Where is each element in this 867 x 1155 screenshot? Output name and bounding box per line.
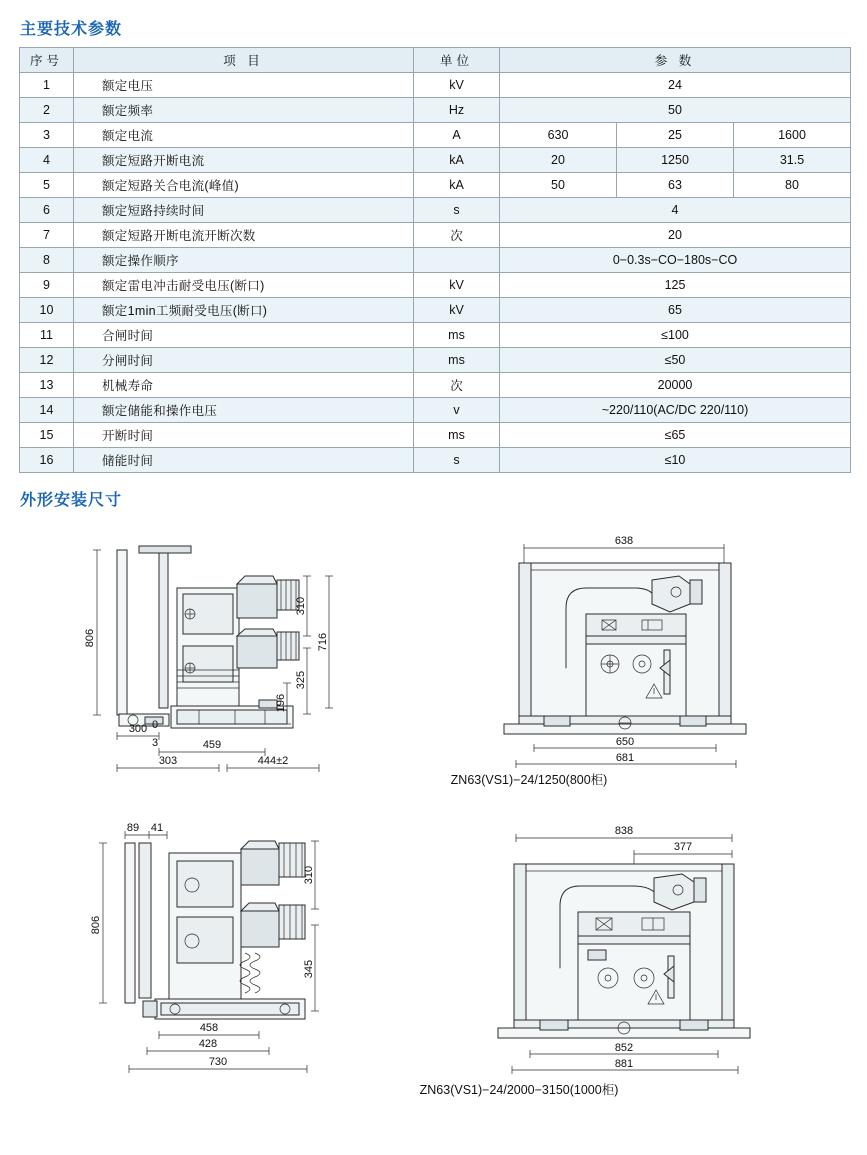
cell-no: 7 — [20, 223, 74, 248]
cell-item: 额定1min工频耐受电压(断口) — [74, 298, 414, 323]
cell-value: 65 — [500, 298, 851, 323]
cell-value: 4 — [500, 198, 851, 223]
dim-681: 681 — [615, 752, 635, 764]
cell-value: 630 — [500, 123, 617, 148]
th-unit: 单位 — [414, 48, 500, 73]
cell-item: 机械寿命 — [74, 373, 414, 398]
cell-item: 额定电压 — [74, 73, 414, 98]
table-row — [20, 373, 851, 398]
cell-value: ~220/110(AC/DC 220/110) — [500, 398, 851, 423]
dim-310-2: 310 — [303, 865, 315, 885]
dim-196: 196 — [275, 693, 287, 713]
cell-item: 分闸时间 — [74, 348, 414, 373]
cell-item: 储能时间 — [74, 448, 414, 473]
cell-unit: ms — [414, 323, 500, 348]
table-row — [20, 323, 851, 348]
table-row — [20, 148, 851, 173]
cell-unit: 次 — [414, 373, 500, 398]
figure-caption-1250: ZN63(VS1)−24/1250(800柜) — [450, 773, 608, 787]
cell-value: 24 — [500, 73, 851, 98]
figure-side-view-3150 — [59, 813, 389, 1093]
figure-front-view-3150 — [419, 808, 804, 1098]
dim-650: 650 — [615, 736, 635, 748]
cell-unit: kV — [414, 298, 500, 323]
cell-value: 125 — [500, 273, 851, 298]
table-row — [20, 448, 851, 473]
dim-345: 345 — [303, 959, 315, 979]
specs-section-title: 主要技术参数 — [20, 21, 123, 38]
table-row — [20, 348, 851, 373]
cell-value: 20000 — [500, 373, 851, 398]
cell-no: 15 — [20, 423, 74, 448]
dim-459: 459 — [202, 739, 222, 751]
cell-no: 5 — [20, 173, 74, 198]
cell-no: 12 — [20, 348, 74, 373]
dim-716: 716 — [317, 632, 329, 652]
table-header-row — [20, 48, 851, 73]
cell-value: 0−0.3s−CO−180s−CO — [500, 248, 851, 273]
cell-value: 80 — [734, 173, 851, 198]
cell-item: 合闸时间 — [74, 323, 414, 348]
table-row — [20, 248, 851, 273]
cell-item: 额定短路开断电流 — [74, 148, 414, 173]
dim-838: 838 — [614, 825, 634, 837]
cell-no: 6 — [20, 198, 74, 223]
cell-unit: kV — [414, 73, 500, 98]
cell-item: 开断时间 — [74, 423, 414, 448]
cell-no: 14 — [20, 398, 74, 423]
dim-325: 325 — [295, 670, 307, 690]
cell-item: 额定频率 — [74, 98, 414, 123]
dimensions-section-title: 外形安装尺寸 — [20, 492, 123, 509]
table-row — [20, 273, 851, 298]
dim-852: 852 — [614, 1042, 634, 1054]
dim-458: 458 — [199, 1022, 219, 1034]
cell-no: 2 — [20, 98, 74, 123]
cell-item: 额定操作顺序 — [74, 248, 414, 273]
figure-caption-3150: ZN63(VS1)−24/2000−3150(1000柜) — [419, 1083, 619, 1097]
cell-item: 额定储能和操作电压 — [74, 398, 414, 423]
table-row — [20, 123, 851, 148]
cell-no: 10 — [20, 298, 74, 323]
cell-item: 额定雷电冲击耐受电压(断口) — [74, 273, 414, 298]
cell-unit: v — [414, 398, 500, 423]
cell-unit: kA — [414, 148, 500, 173]
dim-310: 310 — [295, 596, 307, 616]
dim-300: 300 — [128, 723, 148, 735]
dim-881: 881 — [614, 1058, 634, 1070]
cell-item: 额定短路持续时间 — [74, 198, 414, 223]
dim-89: 89 — [126, 822, 140, 834]
cell-value: 25 — [617, 123, 734, 148]
cell-item: 额定短路开断电流开断次数 — [74, 223, 414, 248]
figure-front-view-1250 — [450, 518, 804, 798]
cell-value: ≤100 — [500, 323, 851, 348]
cell-no: 1 — [20, 73, 74, 98]
dim-444: 444±2 — [257, 755, 289, 767]
cell-no: 4 — [20, 148, 74, 173]
cell-value: 50 — [500, 98, 851, 123]
spec-table — [19, 47, 851, 473]
table-row — [20, 298, 851, 323]
table-row — [20, 98, 851, 123]
dim-3: 3 — [151, 737, 159, 749]
cell-no: 8 — [20, 248, 74, 273]
dim-41: 41 — [150, 822, 164, 834]
dim-377: 377 — [673, 841, 693, 853]
cell-value: 31.5 — [734, 148, 851, 173]
th-no: 序号 — [20, 48, 74, 73]
table-row — [20, 173, 851, 198]
cell-no: 9 — [20, 273, 74, 298]
cell-unit: ms — [414, 348, 500, 373]
dim-730: 730 — [208, 1056, 228, 1068]
cell-no: 16 — [20, 448, 74, 473]
table-row — [20, 73, 851, 98]
dim-806-left-2: 806 — [90, 915, 102, 935]
drawings-area — [19, 518, 850, 1118]
cell-unit: kA — [414, 173, 500, 198]
cell-no: 3 — [20, 123, 74, 148]
th-params: 参 数 — [500, 48, 851, 73]
cell-value: 63 — [617, 173, 734, 198]
cell-unit — [414, 248, 500, 273]
table-row — [20, 198, 851, 223]
cell-value: 1250 — [617, 148, 734, 173]
cell-unit: kV — [414, 273, 500, 298]
dim-428: 428 — [198, 1038, 218, 1050]
dim-303: 303 — [158, 755, 178, 767]
table-row — [20, 398, 851, 423]
table-row — [20, 223, 851, 248]
cell-unit: ms — [414, 423, 500, 448]
dim-0: 0 — [151, 719, 159, 731]
cell-item: 额定电流 — [74, 123, 414, 148]
cell-unit: 次 — [414, 223, 500, 248]
dim-638: 638 — [614, 535, 634, 547]
cell-value: 20 — [500, 148, 617, 173]
cell-value: 1600 — [734, 123, 851, 148]
cell-no: 13 — [20, 373, 74, 398]
cell-item: 额定短路关合电流(峰值) — [74, 173, 414, 198]
dim-806-left: 806 — [84, 628, 96, 648]
cell-unit: A — [414, 123, 500, 148]
cell-no: 11 — [20, 323, 74, 348]
table-row — [20, 423, 851, 448]
cell-value: 20 — [500, 223, 851, 248]
cell-value: ≤65 — [500, 423, 851, 448]
cell-value: ≤10 — [500, 448, 851, 473]
th-item: 项 目 — [74, 48, 414, 73]
cell-value: ≤50 — [500, 348, 851, 373]
figure-side-view-1250 — [59, 528, 389, 798]
cell-value: 50 — [500, 173, 617, 198]
cell-unit: s — [414, 448, 500, 473]
cell-unit: s — [414, 198, 500, 223]
cell-unit: Hz — [414, 98, 500, 123]
